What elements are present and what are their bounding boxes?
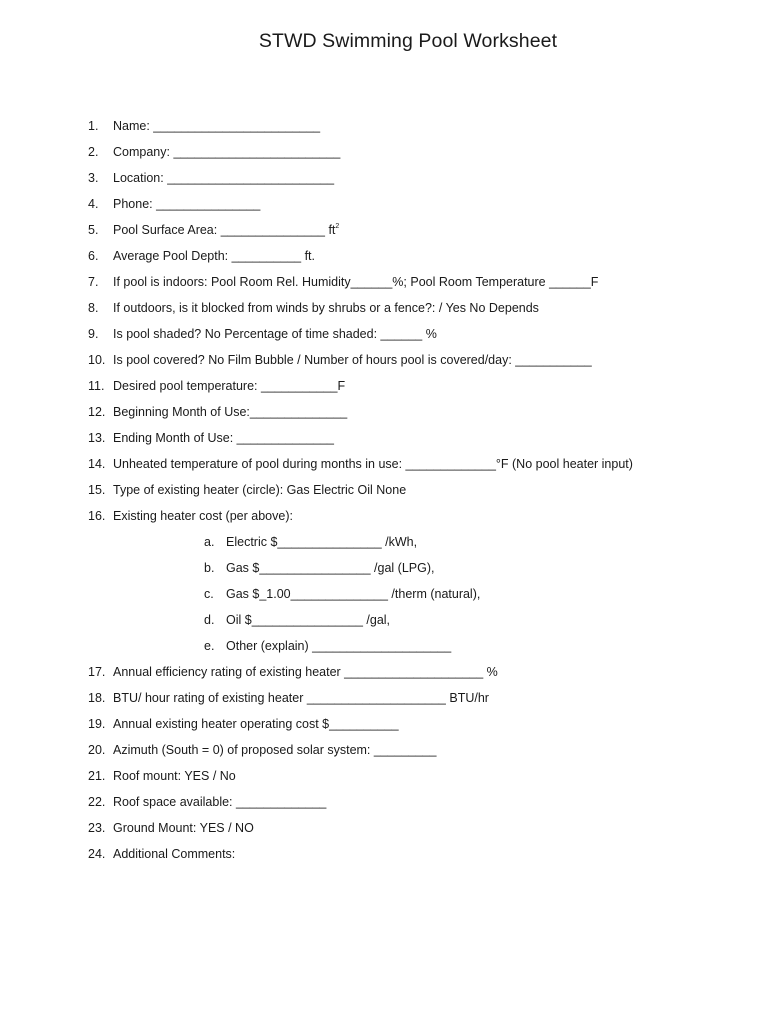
item-text: Beginning Month of Use:______________ (113, 405, 348, 419)
subitem-text: Other (explain) ____________________ (226, 639, 452, 653)
item-desired-temperature (88, 378, 345, 394)
item-text: Name: ________________________ (113, 119, 321, 133)
item-covered (88, 352, 592, 368)
item-text: If outdoors, is it blocked from winds by shrubs or a fence?: / Yes No Depends (113, 301, 539, 315)
subitem-letter: d. (204, 613, 215, 627)
subitem-letter: c. (204, 587, 214, 601)
item-number: 12. (88, 405, 106, 419)
item-number: 4. (88, 197, 99, 211)
item-text: Additional Comments: (113, 847, 236, 861)
item-number: 19. (88, 717, 106, 731)
item-text: Is pool shaded? No Percentage of time shaded: ______ % (113, 327, 437, 341)
subitem-letter: a. (204, 535, 215, 549)
item-text: Existing heater cost (per above): (113, 509, 293, 523)
subitem-gas-natural (204, 586, 480, 602)
item-location (88, 170, 334, 186)
item-text: Annual existing heater operating cost $__________ (113, 717, 399, 731)
subitem-electric (204, 534, 417, 550)
item-beginning-month (88, 404, 347, 420)
item-number: 20. (88, 743, 106, 757)
item-number: 22. (88, 795, 106, 809)
item-ending-month (88, 430, 334, 446)
item-number: 18. (88, 691, 106, 705)
item-number: 14. (88, 457, 106, 471)
item-number: 3. (88, 171, 99, 185)
item-text: Type of existing heater (circle): Gas Electric Oil None (113, 483, 407, 497)
subitem-other (204, 638, 451, 654)
item-number: 16. (88, 509, 106, 523)
item-roof-mount (88, 768, 236, 784)
item-efficiency-rating (88, 664, 498, 680)
item-text: If pool is indoors: Pool Room Rel. Humidity______%; Pool Room Temperature ______F (113, 275, 599, 289)
item-btu-rating (88, 690, 489, 706)
item-number: 1. (88, 119, 99, 133)
item-text: Location: ________________________ (113, 171, 335, 185)
item-number: 21. (88, 769, 106, 783)
item-azimuth (88, 742, 436, 758)
item-number: 8. (88, 301, 99, 315)
item-text: Roof space available: _____________ (113, 795, 327, 809)
item-text: Average Pool Depth: __________ ft. (113, 249, 316, 263)
item-number: 23. (88, 821, 106, 835)
item-text: Azimuth (South = 0) of proposed solar system: _________ (113, 743, 437, 757)
subitem-text: Oil $________________ /gal, (226, 613, 391, 627)
item-number: 9. (88, 327, 99, 341)
item-name (88, 118, 320, 134)
item-average-depth (88, 248, 315, 264)
item-indoor-conditions (88, 274, 598, 290)
page-title: STWD Swimming Pool Worksheet (258, 30, 558, 52)
item-shaded (88, 326, 437, 342)
item-text: Is pool covered? No Film Bubble / Number of hours pool is covered/day: ___________ (113, 353, 592, 367)
subitem-letter: b. (204, 561, 215, 575)
item-text: Unheated temperature of pool during months in use: _____________°F (No pool heater input) (113, 457, 633, 471)
item-outdoor-wind (88, 300, 539, 316)
item-text: Pool Surface Area: _______________ ft (113, 223, 336, 237)
item-text: Company: ________________________ (113, 145, 341, 159)
subitem-gas-lpg (204, 560, 435, 576)
subitem-oil (204, 612, 390, 628)
item-number: 15. (88, 483, 106, 497)
item-heater-type (88, 482, 406, 498)
subitem-letter: e. (204, 639, 215, 653)
item-number: 5. (88, 223, 99, 237)
item-text: Ending Month of Use: ______________ (113, 431, 335, 445)
item-number: 6. (88, 249, 99, 263)
item-number: 24. (88, 847, 106, 861)
item-number: 11. (88, 379, 105, 393)
item-number: 7. (88, 275, 99, 289)
item-text: Annual efficiency rating of existing heater ____________________ % (113, 665, 498, 679)
item-company (88, 144, 340, 160)
item-number: 2. (88, 145, 99, 159)
item-text: Phone: _______________ (113, 197, 261, 211)
item-number: 13. (88, 431, 106, 445)
item-text: BTU/ hour rating of existing heater ____________________ BTU/hr (113, 691, 489, 705)
item-roof-space (88, 794, 326, 810)
superscript: 2 (335, 223, 340, 230)
item-unheated-temperature (88, 456, 633, 472)
item-phone (88, 196, 260, 212)
item-ground-mount (88, 820, 254, 836)
subitem-text: Gas $________________ /gal (LPG), (226, 561, 435, 575)
item-number: 10. (88, 353, 106, 367)
subitem-text: Gas $_1.00______________ /therm (natural), (226, 587, 481, 601)
item-heater-cost (88, 508, 293, 524)
item-text: Desired pool temperature: ___________F (113, 379, 346, 393)
item-text: Roof mount: YES / No (113, 769, 236, 783)
item-number: 17. (88, 665, 106, 679)
subitem-text: Electric $_______________ /kWh, (226, 535, 418, 549)
item-text: Ground Mount: YES / NO (113, 821, 254, 835)
item-operating-cost (88, 716, 399, 732)
item-additional-comments (88, 846, 235, 862)
item-pool-surface-area (88, 222, 339, 238)
